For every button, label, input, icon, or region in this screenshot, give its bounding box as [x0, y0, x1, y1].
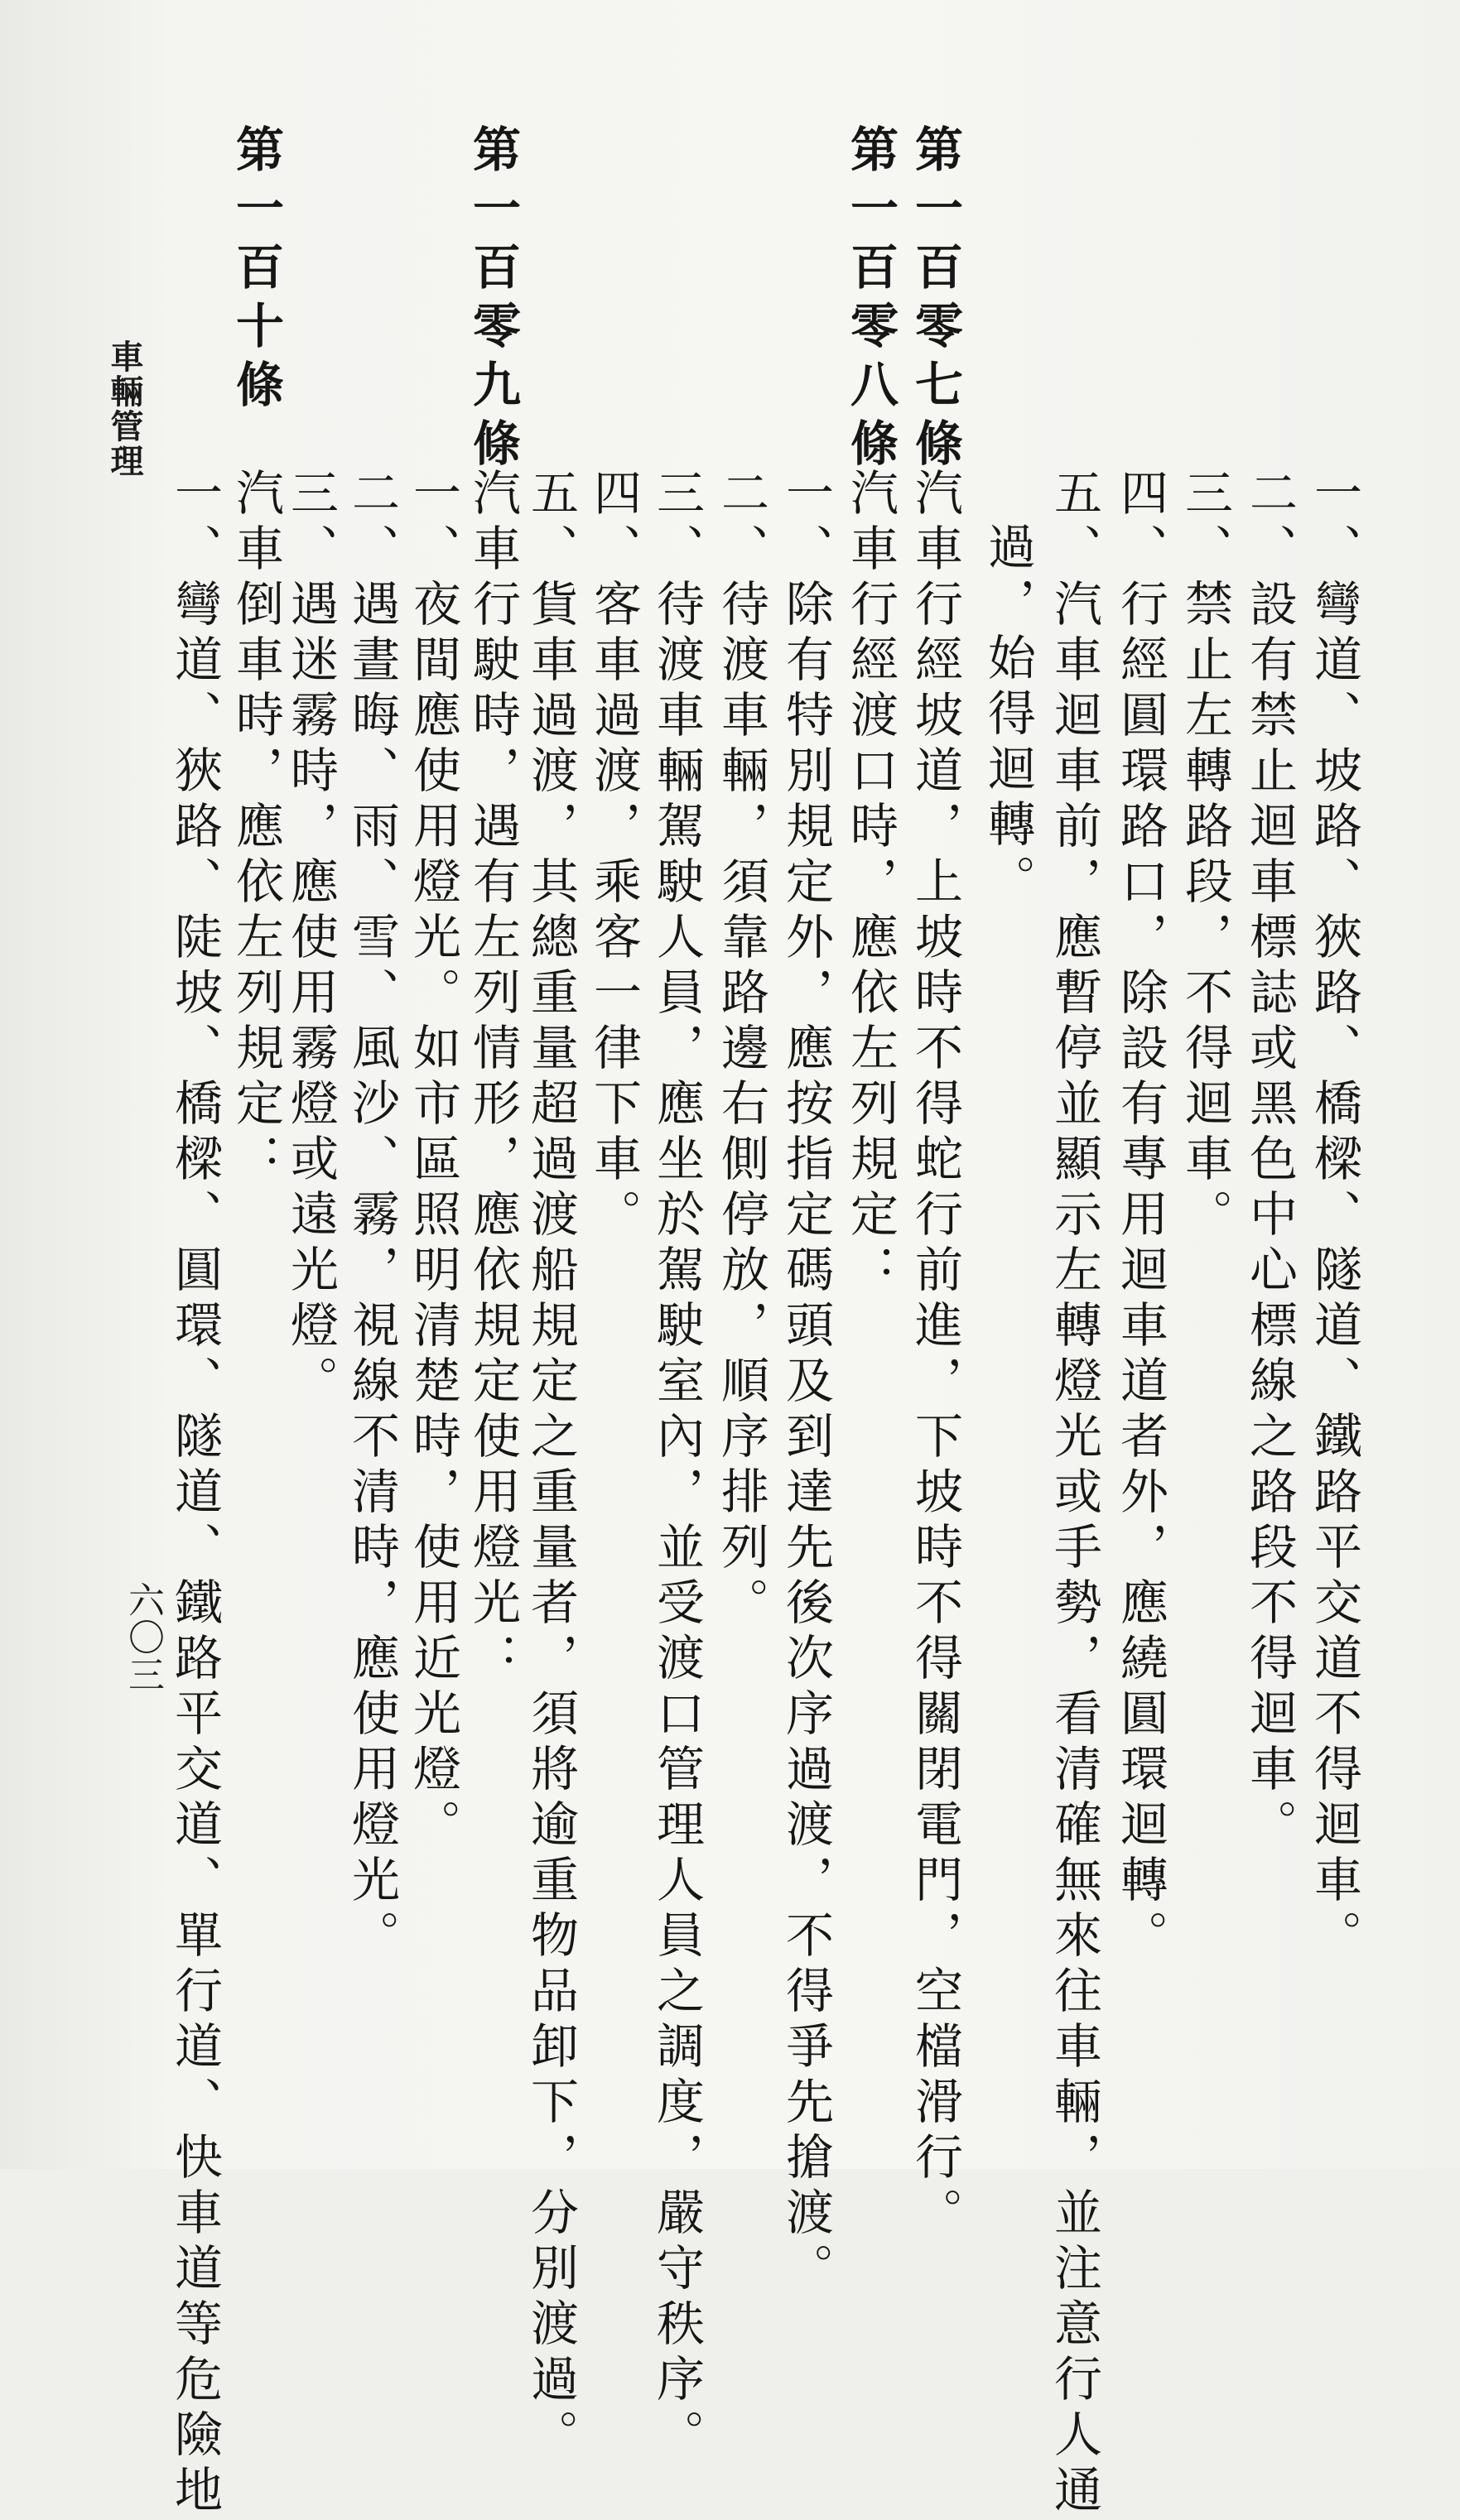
article-heading: 第一百十條: [228, 124, 284, 418]
page-number: 六〇三: [122, 1581, 164, 1693]
article-heading: 第一百零九條: [465, 124, 521, 477]
article-body: 汽車行駛時，遇有左列情形，應依規定使用燈光：: [465, 468, 521, 1688]
clause-line: 一、夜間應使用燈光。如市區照明清楚時，使用近光燈。: [405, 468, 461, 1854]
clause-line: 五、汽車迴車前，應暫停並顯示左轉燈光或手勢，看清確無來往車輛，並注意行人通: [1046, 468, 1102, 2520]
clause-line: 三、禁止左轉路段，不得迴車。: [1177, 468, 1233, 1244]
clause-line: 過，始得迴轉。: [980, 522, 1036, 910]
clause-line: 二、設有禁止迴車標誌或黑色中心標線之路段不得迴車。: [1241, 468, 1298, 1854]
article-body: 汽車行經渡口時，應依左列規定：: [842, 468, 899, 1300]
article-heading: 第一百零八條: [842, 124, 899, 477]
clause-line: 二、遇晝晦、雨、雪、風沙、霧，視線不清時，應使用燈光。: [344, 468, 400, 1965]
clause-line: 一、彎道、坡路、狹路、橋樑、隧道、鐵路平交道不得迴車。: [1306, 468, 1362, 1965]
article-heading: 第一百零七條: [907, 124, 963, 477]
clause-line: 三、遇迷霧時，應使用霧燈或遠光燈。: [282, 468, 339, 1411]
clause-line: 四、客車過渡，乘客一律下車。: [585, 468, 642, 1244]
clause-line: 五、貨車過渡，其總重量超過渡船規定之重量者，須將逾重物品卸下，分別渡過。: [523, 468, 579, 2465]
clause-line: 四、行經圓環路口，除設有專用迴車道者外，應繞圓環迴轉。: [1112, 468, 1168, 1965]
clause-line: 二、待渡車輛，須靠路邊右側停放，順序排列。: [713, 468, 769, 1633]
article-body: 汽車倒車時，應依左列規定：: [228, 468, 284, 1189]
clause-line: 一、彎道、狹路、陡坡、橋樑、圓環、隧道、鐵路平交道、單行道、快車道等危險地: [166, 468, 223, 2520]
article-body: 汽車行經坡道，上坡時不得蛇行前進，下坡時不得關閉電門，空檔滑行。: [907, 468, 963, 2243]
clause-line: 一、除有特別規定外，應按指定碼頭及到達先後次序過渡，不得爭先搶渡。: [778, 468, 834, 2298]
clause-line: 三、待渡車輛駕駛人員，應坐於駕駛室內，並受渡口管理人員之調度，嚴守秩序。: [648, 468, 705, 2465]
running-head: 車輛管理: [105, 339, 143, 479]
